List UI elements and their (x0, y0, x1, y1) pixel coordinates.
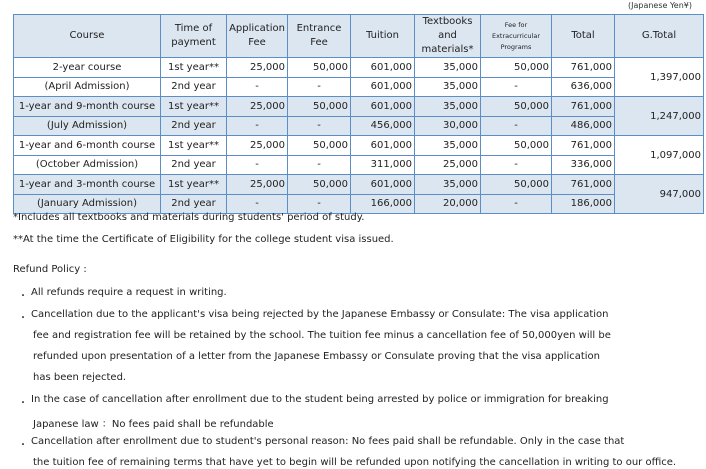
cell-payment: 1st year** (161, 97, 227, 117)
cell-gtotal: 947,000 (615, 175, 704, 214)
cell-course-name: 2-year course (14, 58, 161, 78)
cell-textbooks: 20,000 (415, 194, 481, 214)
cell-application-fee: - (227, 116, 288, 136)
cell-total: 761,000 (552, 97, 615, 117)
header-course: Course (14, 15, 161, 58)
cell-course-name: 1-year and 9-month course (14, 97, 161, 117)
cell-entrance-fee: - (288, 194, 351, 214)
cell-extracurricular: - (481, 194, 552, 214)
cell-tuition: 601,000 (351, 136, 415, 156)
table-row (14, 77, 704, 97)
bullet-marker: ・ (18, 291, 28, 302)
cell-gtotal: 1,247,000 (615, 97, 704, 136)
cell-textbooks: 30,000 (415, 116, 481, 136)
cell-course-admission: (January Admission) (14, 194, 161, 214)
bullet-marker: ・ (18, 313, 28, 324)
cell-textbooks: 35,000 (415, 58, 481, 78)
header-entrance-fee: Entrance Fee (288, 15, 351, 58)
cell-tuition: 601,000 (351, 58, 415, 78)
refund-policy-title: Refund Policy : (13, 264, 87, 275)
refund-item-line: fee and registration fee will be retained by the school. The tuition fee minus a cancellation fee of 50,000yen will be (33, 330, 611, 341)
cell-textbooks: 35,000 (415, 97, 481, 117)
cell-extracurricular: 50,000 (481, 175, 552, 195)
cell-payment: 2nd year (161, 194, 227, 214)
cell-application-fee: 25,000 (227, 136, 288, 156)
cell-extracurricular: - (481, 116, 552, 136)
cell-tuition: 601,000 (351, 97, 415, 117)
cell-extracurricular: 50,000 (481, 97, 552, 117)
cell-payment: 1st year** (161, 175, 227, 195)
table-row (14, 175, 704, 195)
header-row (14, 15, 704, 58)
cell-entrance-fee: - (288, 155, 351, 175)
refund-item-line: Cancellation due to the applicant's visa being rejected by the Japanese Embassy or Consulate: The visa application (31, 309, 609, 320)
refund-item-line: has been rejected. (33, 372, 127, 383)
header-extracurricular: Fee for Extracurricular Programs (481, 15, 552, 58)
header-gtotal: G.Total (615, 15, 704, 58)
cell-entrance-fee: 50,000 (288, 175, 351, 195)
cell-payment: 1st year** (161, 58, 227, 78)
cell-extracurricular: - (481, 77, 552, 97)
cell-textbooks: 35,000 (415, 136, 481, 156)
cell-application-fee: - (227, 77, 288, 97)
cell-entrance-fee: 50,000 (288, 58, 351, 78)
cell-entrance-fee: - (288, 77, 351, 97)
cell-extracurricular: - (481, 155, 552, 175)
cell-course-admission: (October Admission) (14, 155, 161, 175)
refund-item-line: refunded upon presentation of a letter from the Japanese Embassy or Consulate proving that the visa application (33, 351, 600, 362)
cell-course-admission: (July Admission) (14, 116, 161, 136)
refund-item-line: the tuition fee of remaining terms that have yet to begin will be refunded upon notifying the cancellation in writing to our office. (33, 457, 677, 468)
footnote-textbooks: *Includes all textbooks and materials during students' period of study. (13, 212, 365, 223)
cell-gtotal: 1,097,000 (615, 136, 704, 175)
cell-entrance-fee: 50,000 (288, 97, 351, 117)
bullet-marker: ・ (18, 440, 28, 451)
cell-total: 636,000 (552, 77, 615, 97)
cell-textbooks: 25,000 (415, 155, 481, 175)
bullet-marker: ・ (18, 398, 28, 409)
cell-tuition: 601,000 (351, 77, 415, 97)
cell-application-fee: 25,000 (227, 175, 288, 195)
header-textbooks: Textbooks and materials* (415, 15, 481, 58)
cell-tuition: 456,000 (351, 116, 415, 136)
header-application-fee: Application Fee (227, 15, 288, 58)
currency-note: (Japanese Yen¥) (627, 1, 692, 10)
cell-extracurricular: 50,000 (481, 58, 552, 78)
table-row (14, 155, 704, 175)
footnote-certificate: **At the time the Certificate of Eligibility for the college student visa issued. (13, 234, 394, 245)
header-total: Total (552, 15, 615, 58)
cell-payment: 2nd year (161, 77, 227, 97)
header-tuition: Tuition (351, 15, 415, 58)
cell-total: 761,000 (552, 175, 615, 195)
cell-payment: 1st year** (161, 136, 227, 156)
cell-tuition: 311,000 (351, 155, 415, 175)
header-time-of-payment: Time of payment (161, 15, 227, 58)
cell-extracurricular: 50,000 (481, 136, 552, 156)
fee-table (13, 14, 704, 214)
cell-total: 336,000 (552, 155, 615, 175)
cell-total: 486,000 (552, 116, 615, 136)
cell-total: 761,000 (552, 136, 615, 156)
cell-course-admission: (April Admission) (14, 77, 161, 97)
cell-entrance-fee: - (288, 116, 351, 136)
cell-course-name: 1-year and 3-month course (14, 175, 161, 195)
cell-total: 761,000 (552, 58, 615, 78)
cell-application-fee: 25,000 (227, 58, 288, 78)
refund-item-line: Cancellation after enrollment due to student's personal reason: No fees paid shall be refundable. Only in the case that (31, 436, 625, 447)
refund-item-line: In the case of cancellation after enrollment due to the student being arrested by police or immigration for breaking (31, 394, 609, 405)
refund-item-line: Japanese law ：No fees paid shall be refundable (33, 419, 274, 430)
table-row (14, 97, 704, 117)
cell-payment: 2nd year (161, 116, 227, 136)
cell-tuition: 601,000 (351, 175, 415, 195)
cell-payment: 2nd year (161, 155, 227, 175)
cell-application-fee: - (227, 194, 288, 214)
refund-item-line: All refunds require a request in writing. (31, 287, 227, 298)
table-row (14, 136, 704, 156)
cell-application-fee: - (227, 155, 288, 175)
fee-table-body (14, 58, 704, 214)
cell-total: 186,000 (552, 194, 615, 214)
table-row (14, 194, 704, 214)
cell-entrance-fee: 50,000 (288, 136, 351, 156)
cell-gtotal: 1,397,000 (615, 58, 704, 97)
table-row (14, 116, 704, 136)
table-row (14, 58, 704, 78)
cell-textbooks: 35,000 (415, 175, 481, 195)
cell-tuition: 166,000 (351, 194, 415, 214)
cell-textbooks: 35,000 (415, 77, 481, 97)
cell-application-fee: 25,000 (227, 97, 288, 117)
cell-course-name: 1-year and 6-month course (14, 136, 161, 156)
